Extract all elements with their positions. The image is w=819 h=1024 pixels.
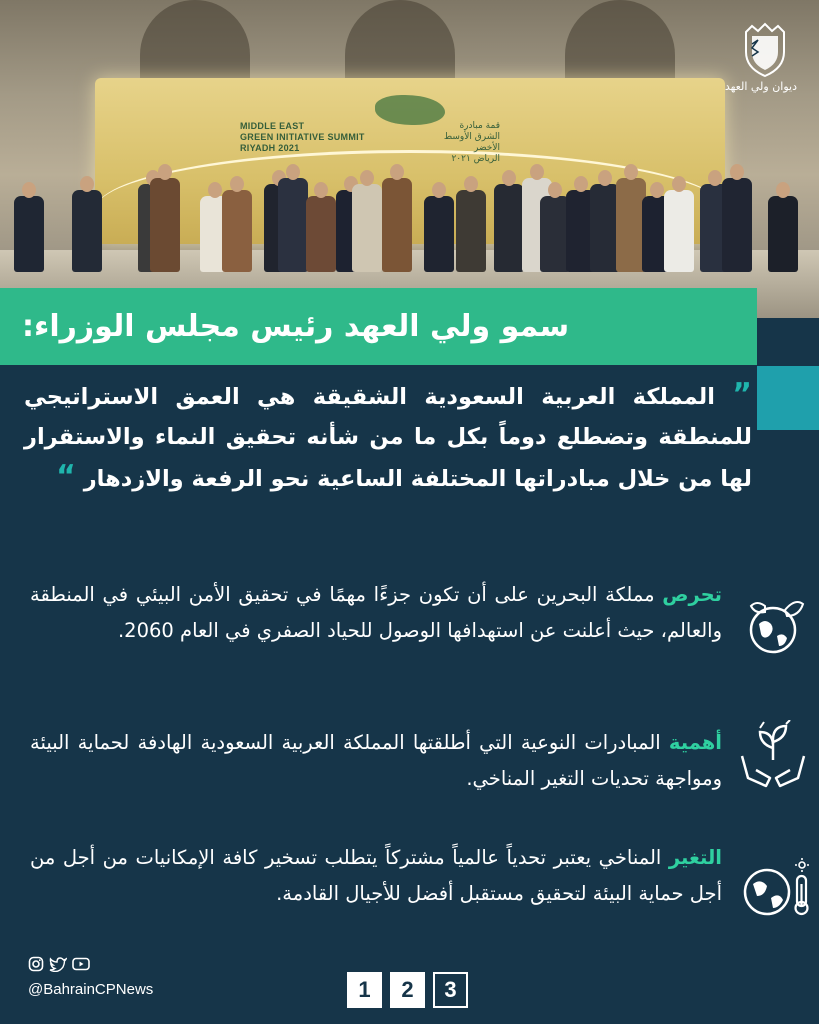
- twitter-icon[interactable]: [49, 956, 67, 972]
- delegate-figure: [722, 178, 752, 272]
- backdrop-line: RIYADH 2021: [240, 143, 300, 153]
- delegate-figure: [768, 196, 798, 272]
- backdrop-line: قمة مبادرة: [459, 121, 500, 131]
- globe-thermometer-icon: [741, 858, 813, 922]
- backdrop-line: الشرق الأوسط الأخضر: [443, 132, 500, 153]
- point-text: مملكة البحرين على أن تكون جزءًا مهمًا في تحقيق الأمن البيئي في المنطقة والعالم، حيث أعلنت عن استهدافها الوصول للحياد الصفري في العام 2060.: [30, 583, 722, 642]
- twitter-handle[interactable]: @BahrainCPNews: [28, 981, 154, 998]
- point-item: [30, 577, 722, 649]
- backdrop-title-en: [240, 121, 365, 154]
- delegate-head: [548, 182, 562, 198]
- delegate-head: [708, 170, 722, 186]
- delegate-head: [502, 170, 516, 186]
- page-1-indicator[interactable]: 1: [347, 972, 382, 1008]
- open-quote-mark: ”: [732, 377, 752, 412]
- social-icons: [28, 956, 90, 972]
- delegate-figure: [72, 190, 102, 272]
- backdrop-line: الرياض ٢٠٢١: [451, 154, 500, 164]
- point-item: [30, 840, 722, 912]
- delegate-figure: [352, 184, 382, 272]
- delegate-head: [230, 176, 244, 192]
- close-quote-mark: “: [56, 459, 76, 494]
- delegate-figure: [278, 178, 308, 272]
- instagram-icon[interactable]: [28, 956, 44, 972]
- delegate-head: [624, 164, 638, 180]
- delegate-figure: [14, 196, 44, 272]
- backdrop-title-ar: [430, 121, 500, 165]
- accent-square: [757, 366, 819, 430]
- delegate-head: [390, 164, 404, 180]
- hands-plant-icon: [738, 720, 808, 792]
- earth-leaves-icon: [745, 596, 805, 658]
- delegate-head: [22, 182, 36, 198]
- delegate-figure: [424, 196, 454, 272]
- backdrop-line: GREEN INITIATIVE SUMMIT: [240, 132, 365, 142]
- delegate-head: [530, 164, 544, 180]
- delegate-figure: [456, 190, 486, 272]
- delegate-figure: [664, 190, 694, 272]
- youtube-icon[interactable]: [72, 956, 90, 972]
- point-keyword: تحرص: [662, 583, 722, 606]
- delegate-head: [776, 182, 790, 198]
- delegate-figure: [494, 184, 524, 272]
- delegate-head: [464, 176, 478, 192]
- delegate-head: [574, 176, 588, 192]
- delegate-figure: [306, 196, 336, 272]
- logo-text: ديوان ولي العهد: [724, 80, 797, 93]
- delegate-head: [158, 164, 172, 180]
- quote-text: المملكة العربية السعودية الشقيقة هي العمق الاستراتيجي للمنطقة وتضطلع دوماً بكل ما من شأنه تحقيق النماء والاستقرار لها من خلال مبادراتها المختلفة الساعية نحو الرفعة والازدهار: [24, 384, 752, 492]
- delegate-head: [432, 182, 446, 198]
- delegate-head: [286, 164, 300, 180]
- delegate-figure: [382, 178, 412, 272]
- page-3-indicator[interactable]: 3: [433, 972, 468, 1008]
- crown-prince-court-logo: [724, 22, 797, 93]
- point-keyword: التغير: [668, 846, 722, 869]
- delegate-head: [672, 176, 686, 192]
- pagination: [347, 972, 468, 1008]
- page-2-indicator[interactable]: 2: [390, 972, 425, 1008]
- crown-prince-quote: [24, 375, 752, 499]
- headline-bar: [0, 288, 757, 365]
- point-text: المبادرات النوعية التي أطلقتها المملكة العربية السعودية الهادفة لحماية البيئة ومواجهة تحديات التغير المناخي.: [30, 731, 722, 790]
- shield-emblem-icon: [742, 22, 788, 78]
- delegate-head: [730, 164, 744, 180]
- delegate-head: [650, 182, 664, 198]
- point-item: [30, 725, 722, 797]
- point-keyword: أهمية: [668, 731, 722, 754]
- delegate-figure: [150, 178, 180, 272]
- delegate-head: [598, 170, 612, 186]
- point-text: المناخي يعتبر تحدياً عالمياً مشتركاً يتطلب تسخير كافة الإمكانيات من أجل من أجل حماية البيئة لتحقيق مستقبل أفضل للأجيال القادمة.: [30, 846, 722, 905]
- delegate-head: [208, 182, 222, 198]
- delegate-head: [360, 170, 374, 186]
- summit-group-photo: [0, 0, 819, 318]
- backdrop-line: MIDDLE EAST: [240, 121, 305, 131]
- delegate-head: [314, 182, 328, 198]
- headline-title: سمو ولي العهد رئيس مجلس الوزراء:: [22, 309, 570, 344]
- delegate-head: [80, 176, 94, 192]
- delegate-figure: [222, 190, 252, 272]
